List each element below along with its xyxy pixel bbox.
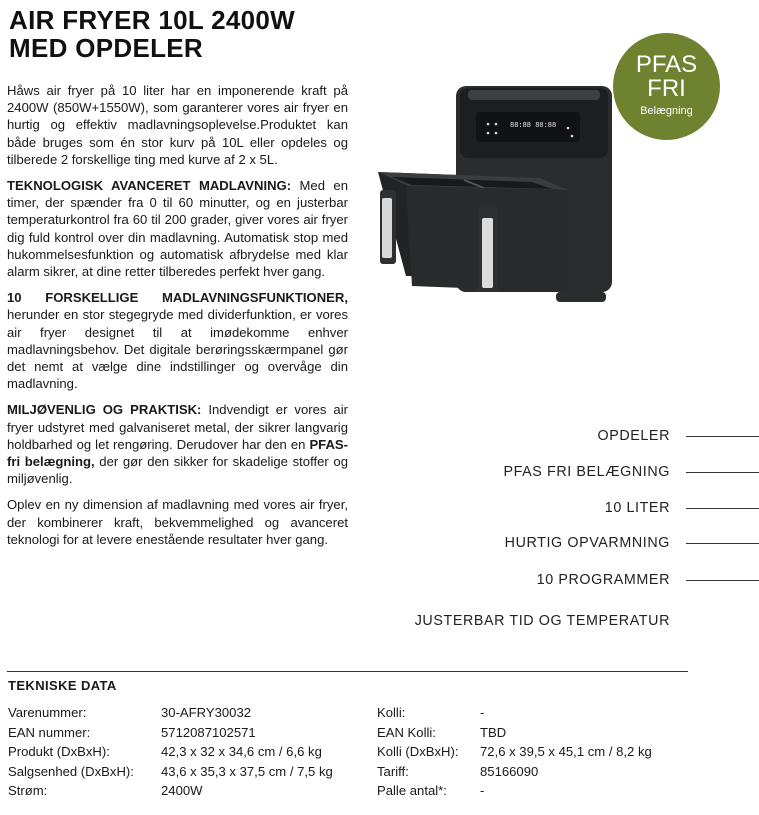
feature-item: HURTIG OPVARMNING (504, 535, 670, 551)
spec-label: Tariff: (377, 764, 409, 779)
spec-value: 85166090 (480, 764, 539, 779)
badge-line-3: Belægning (640, 105, 693, 117)
feature-item: PFAS FRI BELÆGNING (503, 464, 670, 480)
spec-label: Palle antal*: (377, 783, 447, 798)
title-line-2: MED OPDELER (9, 33, 203, 63)
pfas-highlight: PFAS-fri belægning, (7, 436, 348, 470)
spec-value: - (480, 705, 485, 720)
spec-label: Varenummer: (8, 705, 87, 720)
feature-divider (686, 543, 759, 544)
intro-paragraph: Håws air fryer på 10 liter har en imponerende kraft på 2400W (850W+1550W), som garanterer vores air fryer en hurtig og effektiv madlavningsoplevelse.Produktet kan både bruges som én stor kurv på 10L eller opdeles og tilberede 2 forskellige ting med kurve af 2 x 5L. (7, 83, 348, 167)
paragraph-heading: 10 FORSKELLIGE MADLAVNINGSFUNKTIONER, (7, 290, 348, 306)
spec-value: TBD (480, 725, 507, 740)
paragraph-body: herunder en stor stegegryde med dividerfunktion, er vores air fryer designet til at imødekomme enhver madlavningsbehov. Det digitale berøringsskærmpanel gør det nemt at vælge dine indstillinger og overvåge din madlavning. (7, 307, 348, 392)
spec-label: Kolli (DxBxH): (377, 744, 459, 759)
spec-value: 42,3 x 32 x 34,6 cm / 6,6 kg (161, 744, 322, 759)
feature-item: OPDELER (597, 428, 670, 444)
tech-cooking-paragraph (7, 177, 348, 280)
paragraph-heading: MILJØVENLIG OG PRAKTISK: (7, 402, 202, 418)
svg-text:88:88 88:88: 88:88 88:88 (510, 122, 557, 130)
spec-value: - (480, 783, 485, 798)
feature-item: JUSTERBAR TID OG TEMPERATUR (414, 613, 670, 629)
air-fryer-image (372, 78, 620, 310)
paragraph-body: der gør den sikker for skadelige stoffer og miljøvenlig. (7, 454, 348, 487)
spec-value: 30-AFRY30032 (161, 705, 252, 720)
feature-divider (686, 580, 759, 581)
feature-divider (686, 472, 759, 473)
feature-item: 10 PROGRAMMER (536, 572, 670, 588)
spec-value: 2400W (161, 783, 203, 798)
spec-label: Salgsenhed (DxBxH): (8, 764, 134, 779)
pfas-free-badge (613, 33, 720, 140)
spec-label: EAN Kolli: (377, 725, 436, 740)
paragraph-body: Med en timer, der spænder fra 0 til 60 minutter, og en justerbar temperaturkontrol fra 60 til 200 grader, giver vores air fryer dig fuld kontrol over din madlavning. Automatisk stop med hukommelsesfunktion og automatisk afbrydelse med klar alarm sikrer, at dine retter tilberedes perfekt hver gang. (7, 178, 348, 280)
section-divider (7, 671, 688, 672)
eco-paragraph (7, 401, 348, 487)
paragraph-heading: TEKNOLOGISK AVANCERET MADLAVNING: (7, 178, 292, 194)
page-title (9, 6, 369, 62)
spec-label: Strøm: (8, 783, 48, 798)
feature-item: 10 LITER (604, 500, 670, 516)
paragraph-body: Indvendigt er vores air fryer udstyret med galvaniseret metal, der sikrer langvarig holdbarhed og let rengøring. Derudover har den en (7, 402, 348, 452)
spec-value: 5712087102571 (161, 725, 256, 740)
feature-divider (686, 436, 759, 437)
functions-paragraph (7, 289, 348, 392)
spec-value: 72,6 x 39,5 x 45,1 cm / 8,2 kg (480, 744, 652, 759)
tech-data-title: TEKNISKE DATA (8, 678, 117, 693)
spec-label: Kolli: (377, 705, 406, 720)
feature-divider (686, 508, 759, 509)
badge-line-2: FRI (647, 75, 686, 102)
spec-label: Produkt (DxBxH): (8, 744, 110, 759)
spec-value: 43,6 x 35,3 x 37,5 cm / 7,5 kg (161, 764, 333, 779)
title-line-1: AIR FRYER 10L 2400W (9, 5, 296, 35)
spec-label: EAN nummer: (8, 725, 91, 740)
closing-paragraph: Oplev en ny dimension af madlavning med vores air fryer, der kombinerer kraft, bekvemmelighed og avanceret teknologi for at levere enestående resultater hver gang. (7, 497, 348, 547)
description (7, 82, 348, 557)
badge-line-1: PFAS (635, 51, 698, 78)
